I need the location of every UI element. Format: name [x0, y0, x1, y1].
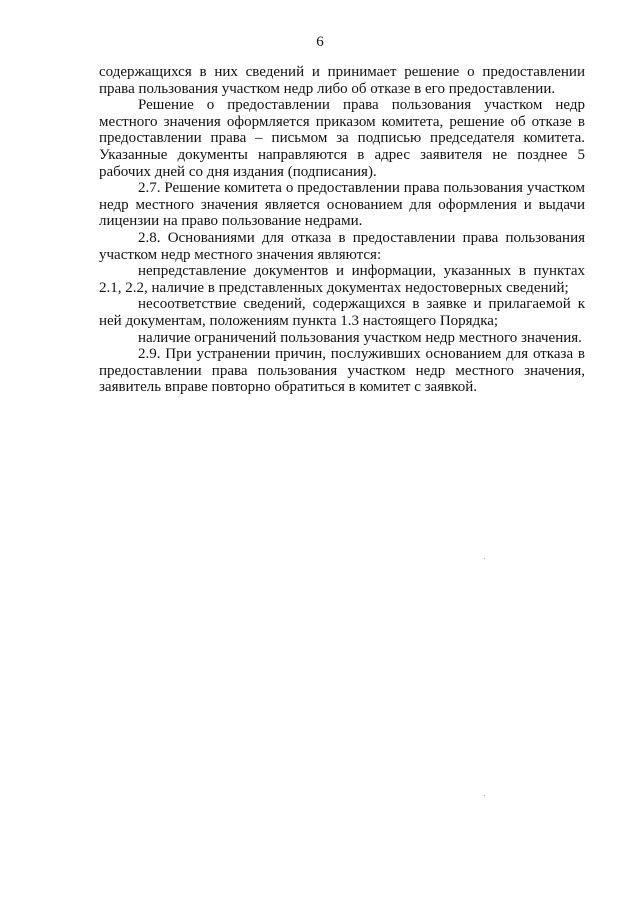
- list-item-ground-3: наличие ограничений пользования участком недр местного значения.: [138, 329, 582, 346]
- page-number: 6: [316, 34, 324, 50]
- paragraph-2-7: 2.7. Решение комитета о предоставлении права пользования участком недр местного значения является основанием для оформления и выдачи лицензии на право пользование недрами.: [99, 180, 585, 230]
- paragraph-2-8: 2.8. Основаниями для отказа в предоставлении права пользования участком недр местного значения являются:: [99, 229, 585, 263]
- scan-speck: [484, 558, 485, 559]
- scan-speck: [484, 795, 485, 796]
- paragraph-continuation: содержащихся в них сведений и принимает решение о предоставлении права пользования участком недр либо об отказе в его предоставлении.: [99, 64, 585, 97]
- paragraph-decision-form: Решение о предоставлении права пользования участком недр местного значения оформляется приказом комитета, решение об отказе в предоставлении права – письмом за подписью председателя комитета. Указанные документы направляются в адрес заявителя не позднее 5 рабочих дней со дня издания (подписания).: [99, 97, 585, 180]
- list-item-ground-2: несоответствие сведений, содержащихся в заявке и прилагаемой к ней документам, положениям пункта 1.3 настоящего Порядка;: [99, 296, 585, 329]
- list-item-ground-1: непредставление документов и информации, указанных в пунктах 2.1, 2.2, наличие в представленных документах недостоверных сведений;: [99, 263, 585, 296]
- document-body: [99, 64, 585, 396]
- paragraph-2-9: 2.9. При устранении причин, послуживших основанием для отказа в предоставлении права пользования участком недр местного значения, заявитель вправе повторно обратиться в комитет с заявкой.: [99, 346, 585, 396]
